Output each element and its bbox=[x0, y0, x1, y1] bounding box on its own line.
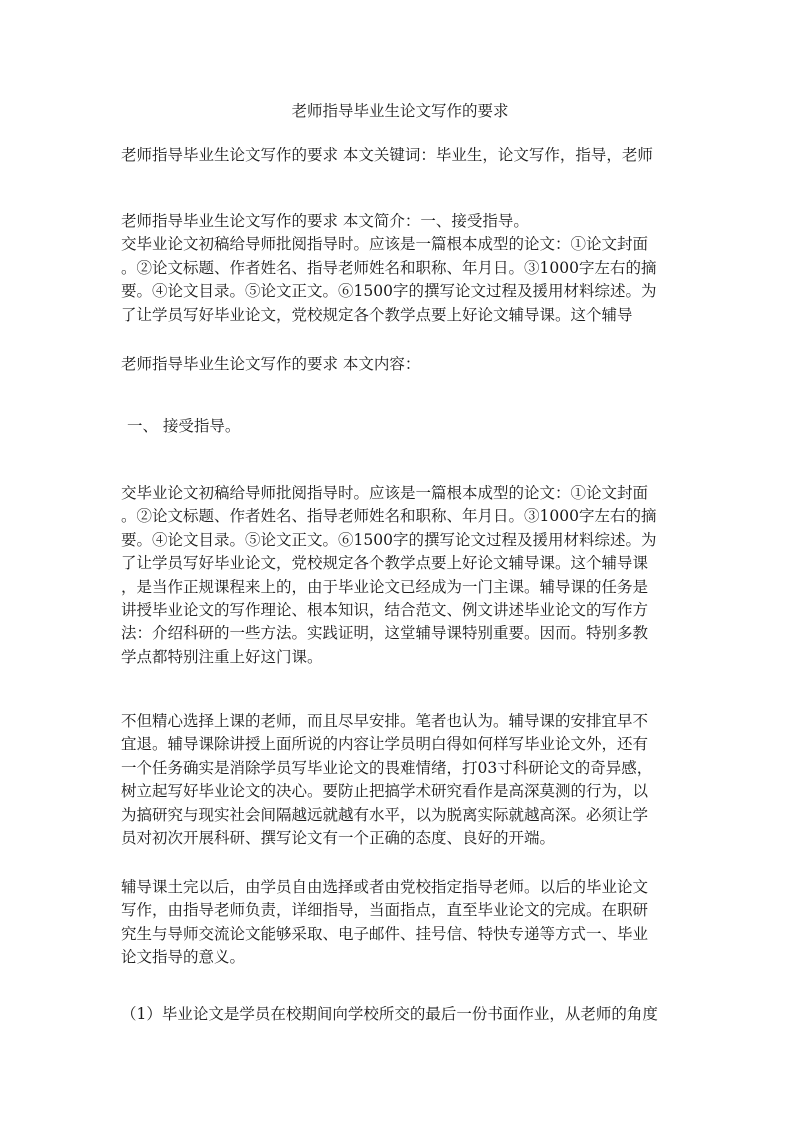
paragraph-line: 为搞研究与现实社会间隔越远就越有水平，以为脱离实际就越高深。必须让学 bbox=[121, 805, 649, 824]
paragraph-line: ，是当作正规课程来上的，由于毕业论文已经成为一门主课。辅导课的任务是 bbox=[121, 577, 649, 596]
paragraph-line: 不但精心选择上课的老师，而且尽早安排。笔者也认为。辅导课的安排宜早不 bbox=[121, 712, 649, 730]
keywords-line bbox=[121, 144, 683, 167]
paragraph-line: 辅导课土完以后，由学员自由选择或者由党校指定指导老师。以后的毕业论文 bbox=[121, 878, 649, 896]
paragraph-line: 交毕业论文初稿给导师批阅指导时。应该是一篇根本成型的论文：①论文封面 bbox=[121, 484, 649, 502]
paragraph-line: 讲授毕业论文的写作理论、根本知识，结合范文、例文讲述毕业论文的写作方 bbox=[121, 601, 649, 620]
paragraph-line: 学点都特别注重上好这门课。 bbox=[121, 647, 323, 666]
intro-line: 了让学员写好毕业论文，党校规定各个教学点要上好论文辅导课。这个辅导 bbox=[121, 305, 633, 324]
intro-line: 老师指导毕业生论文写作的要求 本文简介：一、接受指导。 bbox=[121, 212, 529, 230]
paragraph-line: 法：介绍科研的一些方法。实践证明，这堂辅导课特别重要。因而。特别多教 bbox=[121, 624, 649, 643]
paragraph-2 bbox=[121, 710, 683, 850]
paragraph-line: 写作，由指导老师负责，详细指导，当面指点，直至毕业论文的完成。在职研 bbox=[121, 901, 649, 920]
paragraph-line: 了让学员写好毕业论文，党校规定各个教学点要上好论文辅导课。这个辅导课 bbox=[121, 554, 649, 573]
paragraph-line: 宜退。辅导课除讲授上面所说的内容让学员明白得如何样写毕业论文外，还有 bbox=[121, 735, 649, 754]
paragraph-line: 究生与导师交流论文能够采取、电子邮件、挂号信、特快专递等方式一、毕业 bbox=[121, 924, 649, 943]
paragraph-1 bbox=[121, 482, 683, 669]
paragraph-4 bbox=[121, 1003, 683, 1026]
paragraph-line: 一个任务确实是消除学员写毕业论文的畏难情绪，打03寸科研论文的奇异感， bbox=[121, 758, 653, 777]
paragraph-line: （1）毕业论文是学员在校期间向学校所交的最后一份书面作业，从老师的角度 bbox=[121, 1005, 658, 1023]
paragraph-3 bbox=[121, 876, 683, 970]
paragraph-line: 树立起写好毕业论文的决心。要防止把搞学术研究看作是高深莫测的行为，以 bbox=[121, 782, 649, 801]
content-heading-text: 老师指导毕业生论文写作的要求 本文内容： bbox=[121, 355, 421, 373]
intro-line: 。②论文标题、作者姓名、指导老师姓名和职称、年月日。③1000字左右的摘 bbox=[121, 258, 657, 277]
intro-line: 交毕业论文初稿给导师批阅指导时。应该是一篇根本成型的论文：①论文封面 bbox=[121, 235, 649, 254]
paragraph-line: 要。④论文目录。⑤论文正文。⑥1500字的撰写论文过程及援用材料综述。为 bbox=[121, 530, 657, 549]
keywords-text: 老师指导毕业生论文写作的要求 本文关键词：毕业生，论文写作，指导，老师 bbox=[121, 146, 653, 164]
section-heading bbox=[121, 415, 683, 438]
paragraph-line: 。②论文标题、作者姓名、指导老师姓名和职称、年月日。③1000字左右的摘 bbox=[121, 507, 657, 526]
document-title: 老师指导毕业生论文写作的要求 bbox=[291, 102, 509, 120]
intro-paragraph bbox=[121, 210, 683, 327]
section-heading-text: 一、 接受指导。 bbox=[127, 417, 241, 435]
intro-line: 要。④论文目录。⑤论文正文。⑥1500字的撰写论文过程及援用材料综述。为 bbox=[121, 282, 657, 301]
paragraph-line: 员对初次开展科研、撰写论文有一个正确的态度、良好的开端。 bbox=[121, 829, 556, 848]
content-heading bbox=[121, 353, 683, 376]
paragraph-line: 论文指导的意义。 bbox=[121, 948, 246, 967]
